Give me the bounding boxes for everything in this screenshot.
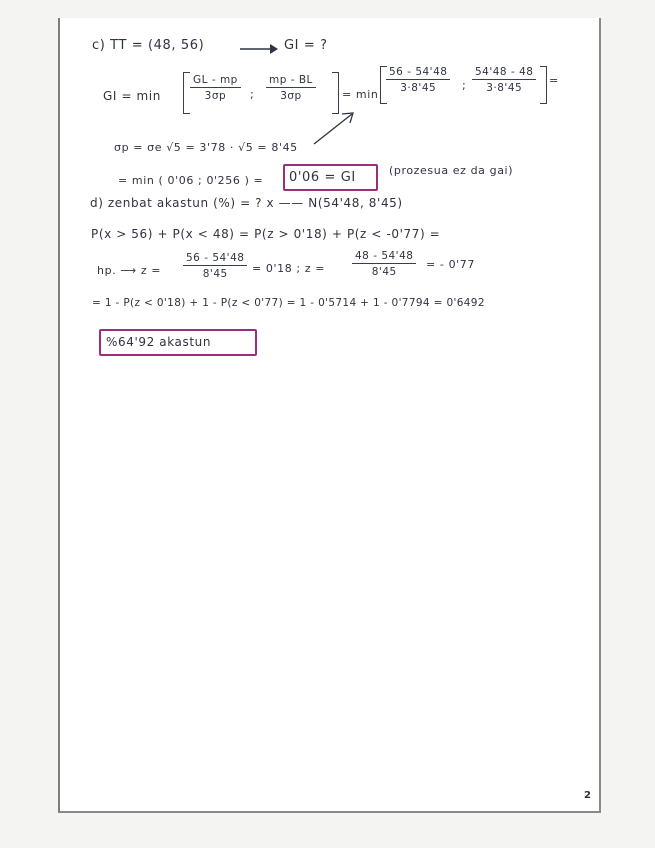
section-c-heading: c) TT = (48, 56) [92,38,205,53]
final-calculation-line: = 1 - P(z < 0'18) + 1 - P(z < 0'77) = 1 - 0'5714 + 1 - 0'7794 = 0'6492 [92,297,485,309]
fraction-numerator: 48 - 54'48 [352,250,416,264]
process-note: (prozesua ez da gai) [389,164,514,177]
fraction-denominator: 3·8'45 [486,82,523,94]
fraction-denominator: 8'45 [371,266,397,278]
semicolon-1: ; [250,88,255,101]
fraction-numerator: 56 - 54'48 [386,66,450,80]
fraction-denominator: 3σp [280,90,302,102]
z2-fraction [352,250,416,278]
fraction-gl-mp [190,74,241,102]
equals-min: = min [342,88,379,101]
sigma-line: σp = σe √5 = 3'78 · √5 = 8'45 [114,141,298,154]
fraction-denominator: 8'45 [202,268,228,280]
gi-label: GI = min [103,89,161,103]
up-right-arrow-icon [312,108,362,148]
min-line: = min ( 0'06 ; 0'256 ) = [118,174,264,187]
gi-result: 0'06 = GI [289,170,356,185]
fraction-numerator: mp - BL [266,74,316,88]
z1-result: = 0'18 ; z = [252,262,326,275]
trailing-equals: = [549,74,559,87]
right-bracket-2 [540,66,547,104]
probability-line: P(x > 56) + P(x < 48) = P(z > 0'18) + P(z < -0'77) = [91,227,441,241]
fraction-denominator: 3σp [204,90,227,102]
left-bracket-1 [183,72,190,114]
fraction-denominator: 3·8'45 [400,82,437,94]
hp-label: hp. ⟶ z = [97,264,162,277]
z1-fraction [183,252,247,280]
semicolon-2: ; [462,79,467,92]
fraction-56-minus [386,66,450,94]
fraction-mp-bl [266,74,316,102]
page-number: 2 [584,790,591,801]
section-c-gi-question: GI = ? [284,38,328,53]
answer-text: %64'92 akastun [106,335,212,349]
z2-result: = - 0'77 [426,258,475,271]
fraction-numerator: 54'48 - 48 [472,66,536,80]
fraction-numerator: GL - mp [190,74,241,88]
fraction-minus-48 [472,66,536,94]
right-arrow-icon [240,42,280,56]
section-d-heading: d) zenbat akastun (%) = ? x —— N(54'48, 8'45) [90,196,403,210]
fraction-numerator: 56 - 54'48 [183,252,247,266]
